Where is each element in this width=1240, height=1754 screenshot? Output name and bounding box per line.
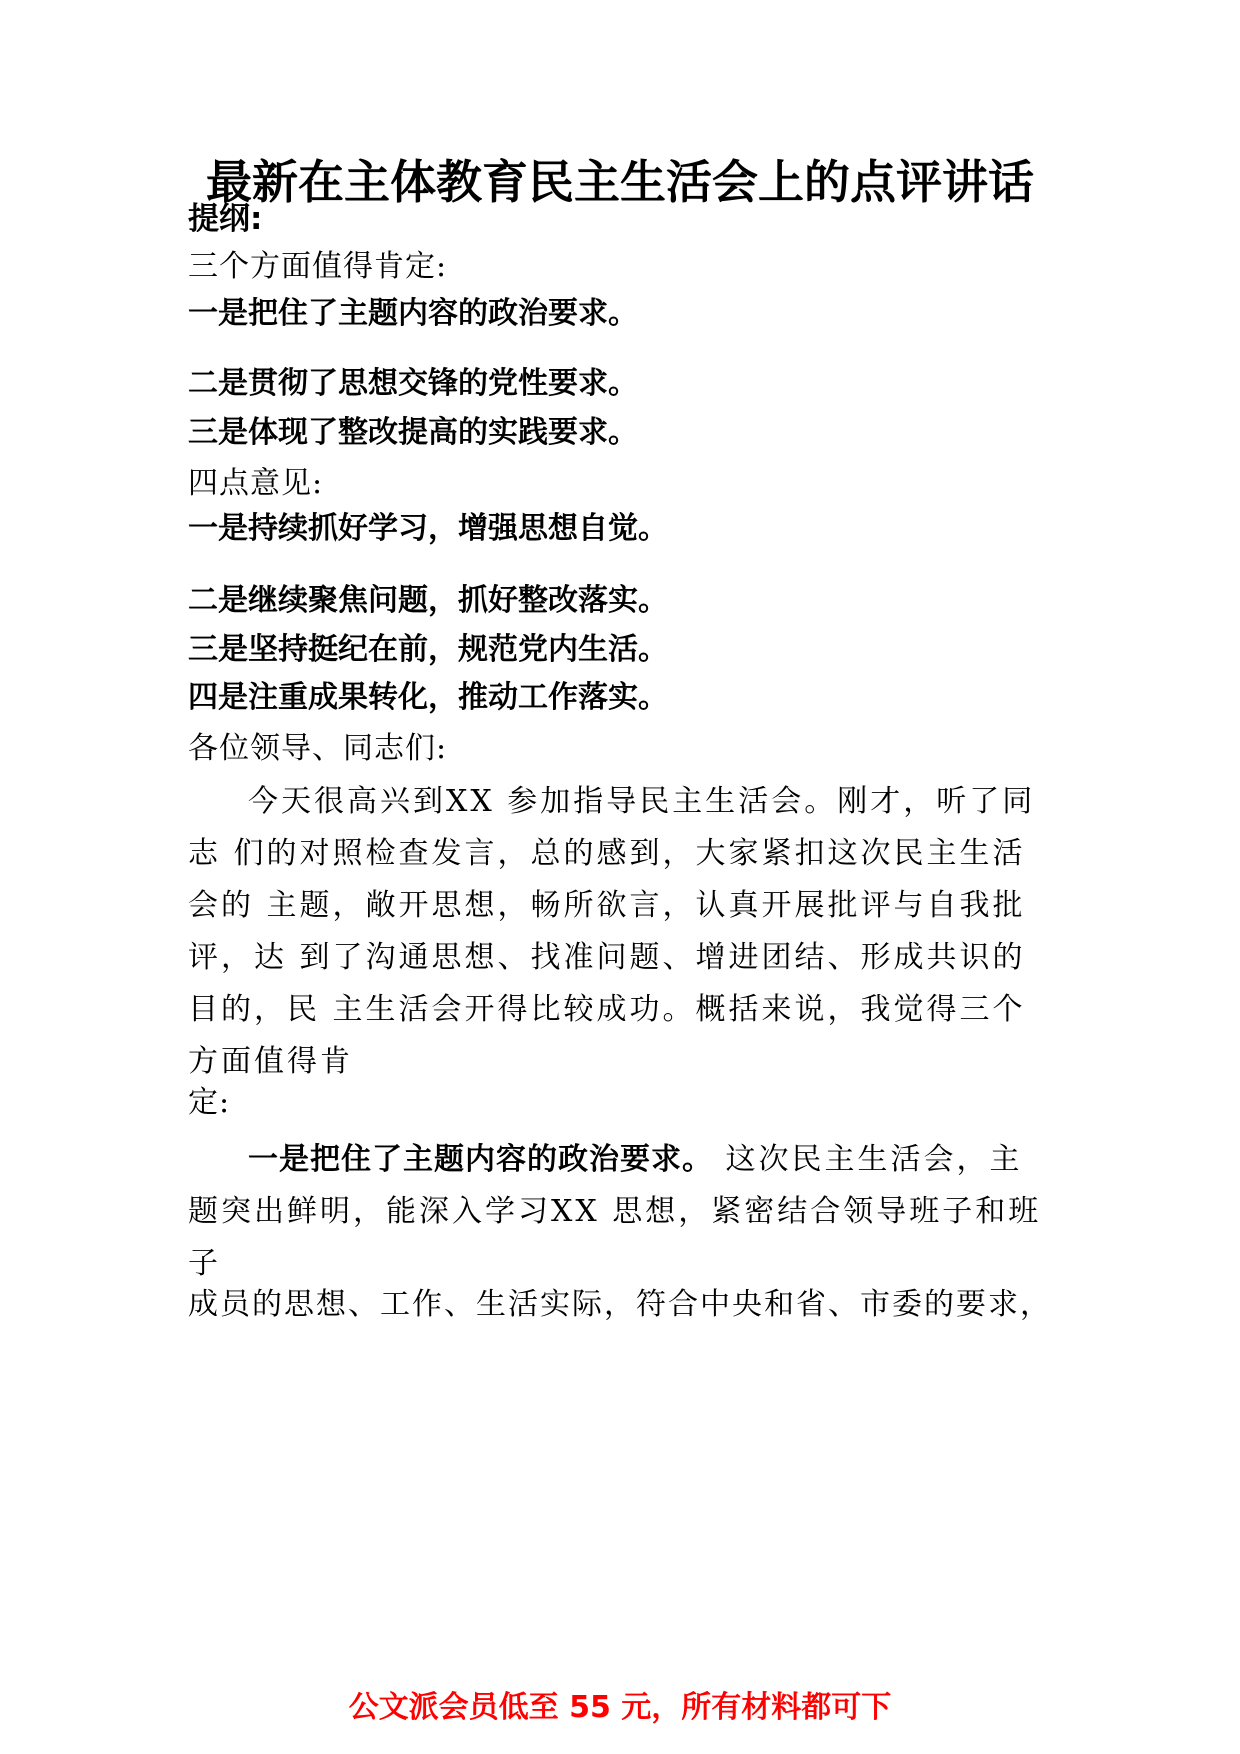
promo-banner: 公文派会员低至 55 元，所有材料都可下 xyxy=(348,1690,892,1725)
paragraph-3-line: 成员的思想、工作、生活实际，符合中央和省、市委的要求， xyxy=(188,1287,1052,1322)
paragraph-2-lead: 一是把住了主题内容的政治要求。 xyxy=(248,1142,713,1177)
paragraph-1-line: 志 们的对照检查发言，总的感到，大家紧扣这次民主生活 xyxy=(188,836,1026,871)
paragraph-1-line: 方面值得肯 xyxy=(188,1044,353,1079)
opinion-point-1: 一是持续抓好学习，增强思想自觉。 xyxy=(188,511,668,546)
paragraph-2-text: 这次民主生活会，主 xyxy=(713,1142,1023,1177)
affirm-point-2: 二是贯彻了思想交锋的党性要求。 xyxy=(188,366,638,401)
paragraph-2-line: 题突出鲜明，能深入学习XX 思想，紧密结合领导班子和班 xyxy=(188,1194,1042,1229)
document-title: 最新在主体教育民主生活会上的点评讲话 xyxy=(206,155,1034,209)
paragraph-1-line: 评，达 到了沟通思想、找准问题、增进团结、形成共识的 xyxy=(188,940,1026,975)
affirm-point-3: 三是体现了整改提高的实践要求。 xyxy=(188,415,638,450)
paragraph-2 xyxy=(188,1134,1058,1290)
paragraph-1-line xyxy=(188,776,1058,828)
salutation: 各位领导、同志们: xyxy=(188,731,448,766)
opinion-point-4: 四是注重成果转化，推动工作落实。 xyxy=(188,680,668,715)
opinion-point-2: 二是继续聚焦问题，抓好整改落实。 xyxy=(188,583,668,618)
paragraph-2-line xyxy=(188,1134,1058,1186)
paragraph-1 xyxy=(188,776,1058,1088)
outline-affirm-intro: 三个方面值得肯定: xyxy=(188,249,448,284)
opinion-point-3: 三是坚持挺纪在前，规范党内生活。 xyxy=(188,632,668,667)
opinions-intro: 四点意见: xyxy=(188,466,324,501)
paragraph-2-line: 子 xyxy=(188,1246,221,1281)
affirm-point-1: 一是把住了主题内容的政治要求。 xyxy=(188,296,638,331)
paragraph-1-line: 会的 主题，敞开思想，畅所欲言，认真开展批评与自我批 xyxy=(188,888,1026,923)
outline-label: 提纲: xyxy=(188,201,263,237)
paragraph-1-text: 今天很高兴到XX 参加指导民主生活会。刚才，听了同 xyxy=(248,784,1036,819)
paragraph-1-line: 目的，民 主生活会开得比较成功。概括来说，我觉得三个 xyxy=(188,992,1026,1027)
paragraph-1-tail: 定: xyxy=(188,1085,231,1120)
